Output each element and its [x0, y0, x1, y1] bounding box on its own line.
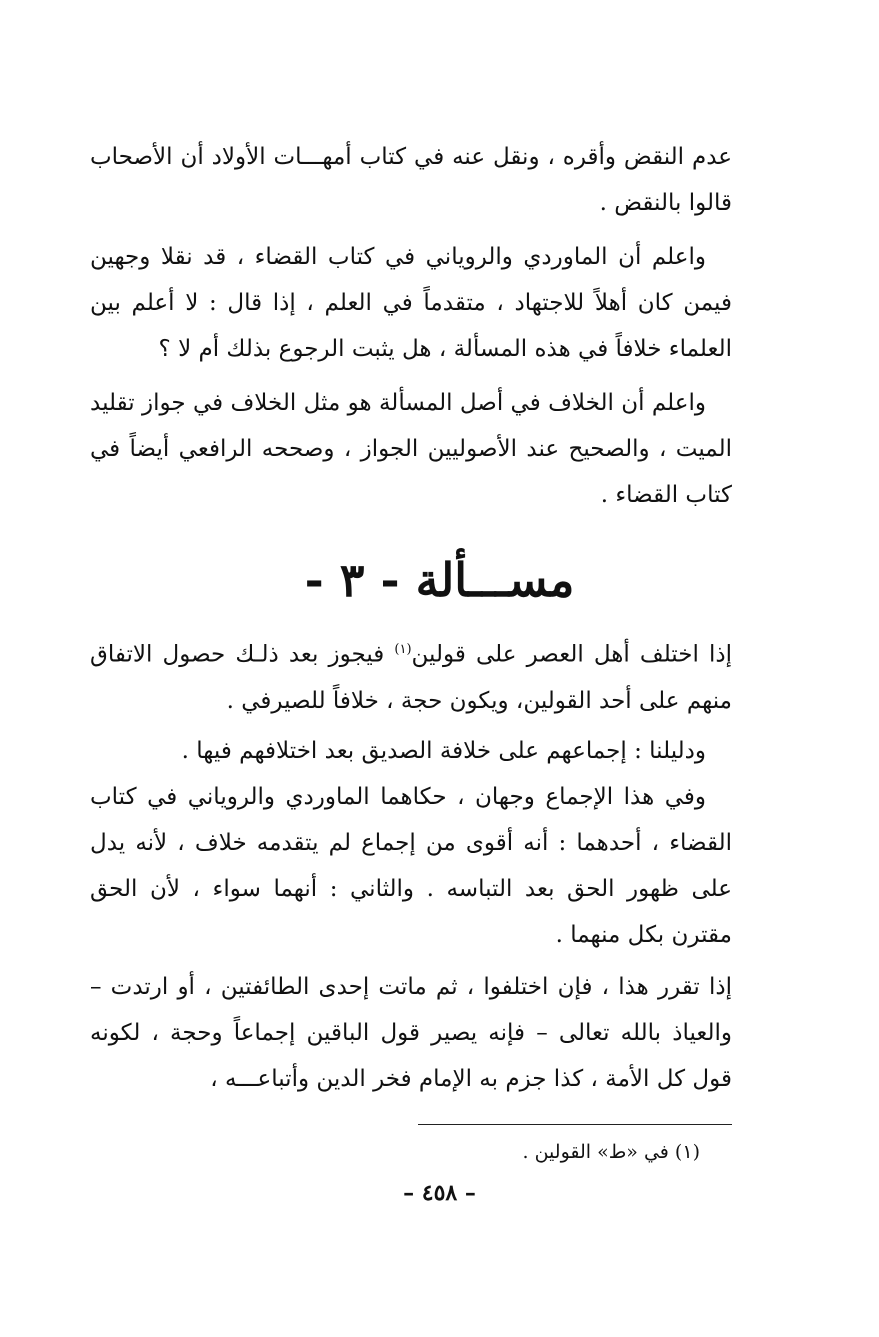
paragraph-3: واعلم أن الخلاف في أصل المسألة هو مثل الخلاف في جواز تقليد الميت ، والصحيح عند الأصوليين الجواز ، وصححه الرافعي أيضاً في كتاب القضاء .	[90, 390, 732, 508]
body-text-bottom	[90, 627, 732, 1102]
paragraph-1: عدم النقض وأقره ، ونقل عنه في كتاب أمهـــات الأولاد أن الأصحاب قالوا بالنقض .	[90, 144, 732, 216]
paragraph-2: واعلم أن الماوردي والروياني في كتاب القضاء ، قد نقلا وجهين فيمن كان أهلاً للاجتهاد ، متقدماً في العلم ، إذا قال : لا أعلم بين العلماء خلافاً في هذه المسألة ، هل يثبت الرجوع بذلك أم لا ؟	[90, 244, 732, 362]
paragraph-4	[90, 627, 732, 724]
paragraph-4-end: فيجوز بعد ذلـك حصول الاتفاق منهم على أحد القولين، ويكون حجة ، خلافاً للصيرفي .	[90, 641, 732, 714]
paragraph-4-start: إذا اختلف أهل العصر على قولين	[411, 641, 732, 668]
footnote-marker: (١)	[394, 642, 412, 657]
section-heading: مســـألة - ٣ -	[304, 553, 575, 607]
paragraph-5: ودليلنا : إجماعهم على خلافة الصديق بعد اختلافهم فيها .	[181, 737, 706, 764]
footnote-divider	[418, 1124, 732, 1125]
paragraph-6: وفي هذا الإجماع وجهان ، حكاهما الماوردي والروياني في كتاب القضاء ، أحدهما : أنه أقوى من إجماع لم يتقدمه خلاف ، لأنه يدل على ظهور الحق بعد التباسه . والثاني : أنهما سواء ، لأن الحق مقترن بكل منهما .	[90, 783, 732, 948]
paragraph-7: إذا تقرر هذا ، فإن اختلفوا ، ثم ماتت إحدى الطائفتين ، أو ارتدت – والعياذ بالله تعالى – فإنه يصير قول الباقين إجماعاً وحجة ، لكونه قول كل الأمة ، كذا جزم به الإمام فخر الدين وأتباعـــه ،	[90, 973, 732, 1092]
footnote: (١) في «ط» القولين .	[522, 1141, 700, 1163]
body-text-top	[90, 134, 732, 518]
page-number: – ٤٥٨ –	[403, 1180, 476, 1206]
